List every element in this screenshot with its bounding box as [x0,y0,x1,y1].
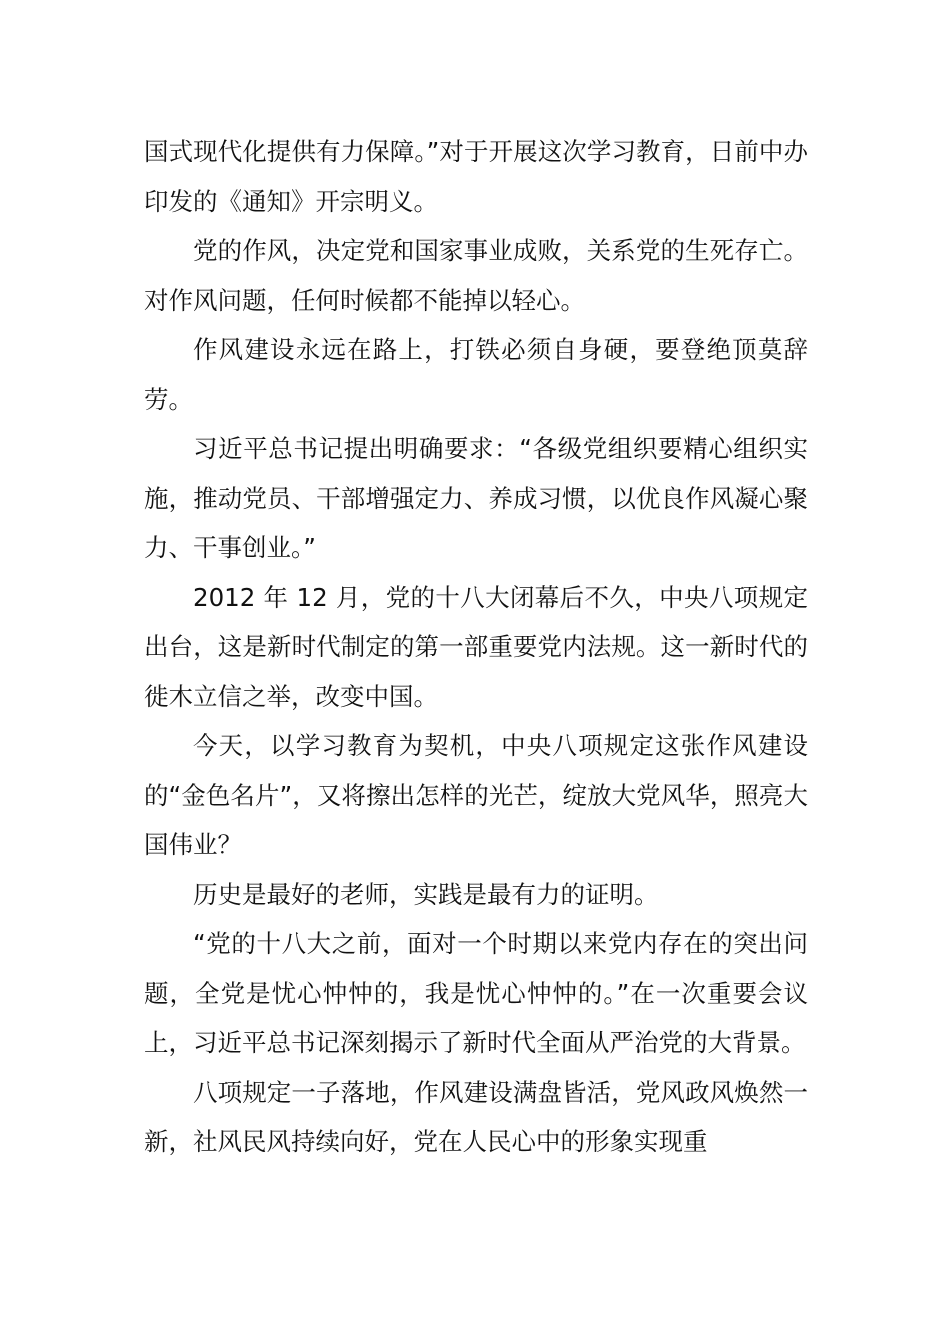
paragraph-1: 国式现代化提供有力保障。”对于开展这次学习教育，日前中办印发的《通知》开宗明义。 [144,137,808,216]
paragraph-3: 作风建设永远在路上，打铁必须自身硬，要登绝顶莫辞劳。 [144,335,808,414]
paragraph-5: 2012 年 12 月，党的十八大闭幕后不久，中央八项规定出台，这是新时代制定的第一部重要党内法规。这一新时代的徙木立信之举，改变中国。 [144,582,808,711]
paragraph-2: 党的作风，决定党和国家事业成败，关系党的生死存亡。对作风问题，任何时候都不能掉以轻心。 [144,236,808,315]
paragraph-6: 今天，以学习教育为契机，中央八项规定这张作风建设的“金色名片”，又将擦出怎样的光芒，绽放大党风华，照亮大国伟业？ [144,731,808,859]
paragraph-8: “党的十八大之前，面对一个时期以来党内存在的突出问题，全党是忧心忡忡的，我是忧心忡忡的。”在一次重要会议上，习近平总书记深刻揭示了新时代全面从严治党的大背景。 [144,929,808,1057]
document-body [144,127,808,1167]
paragraph-7: 历史是最好的老师，实践是最有力的证明。 [193,879,659,909]
paragraph-9: 八项规定一子落地，作风建设满盘皆活，党风政风焕然一新，社风民风持续向好，党在人民心中的形象实现重 [144,1077,808,1156]
paragraph-4: 习近平总书记提出明确要求：“各级党组织要精心组织实施，推动党员、干部增强定力、养成习惯，以优良作风凝心聚力、干事创业。” [144,434,808,562]
